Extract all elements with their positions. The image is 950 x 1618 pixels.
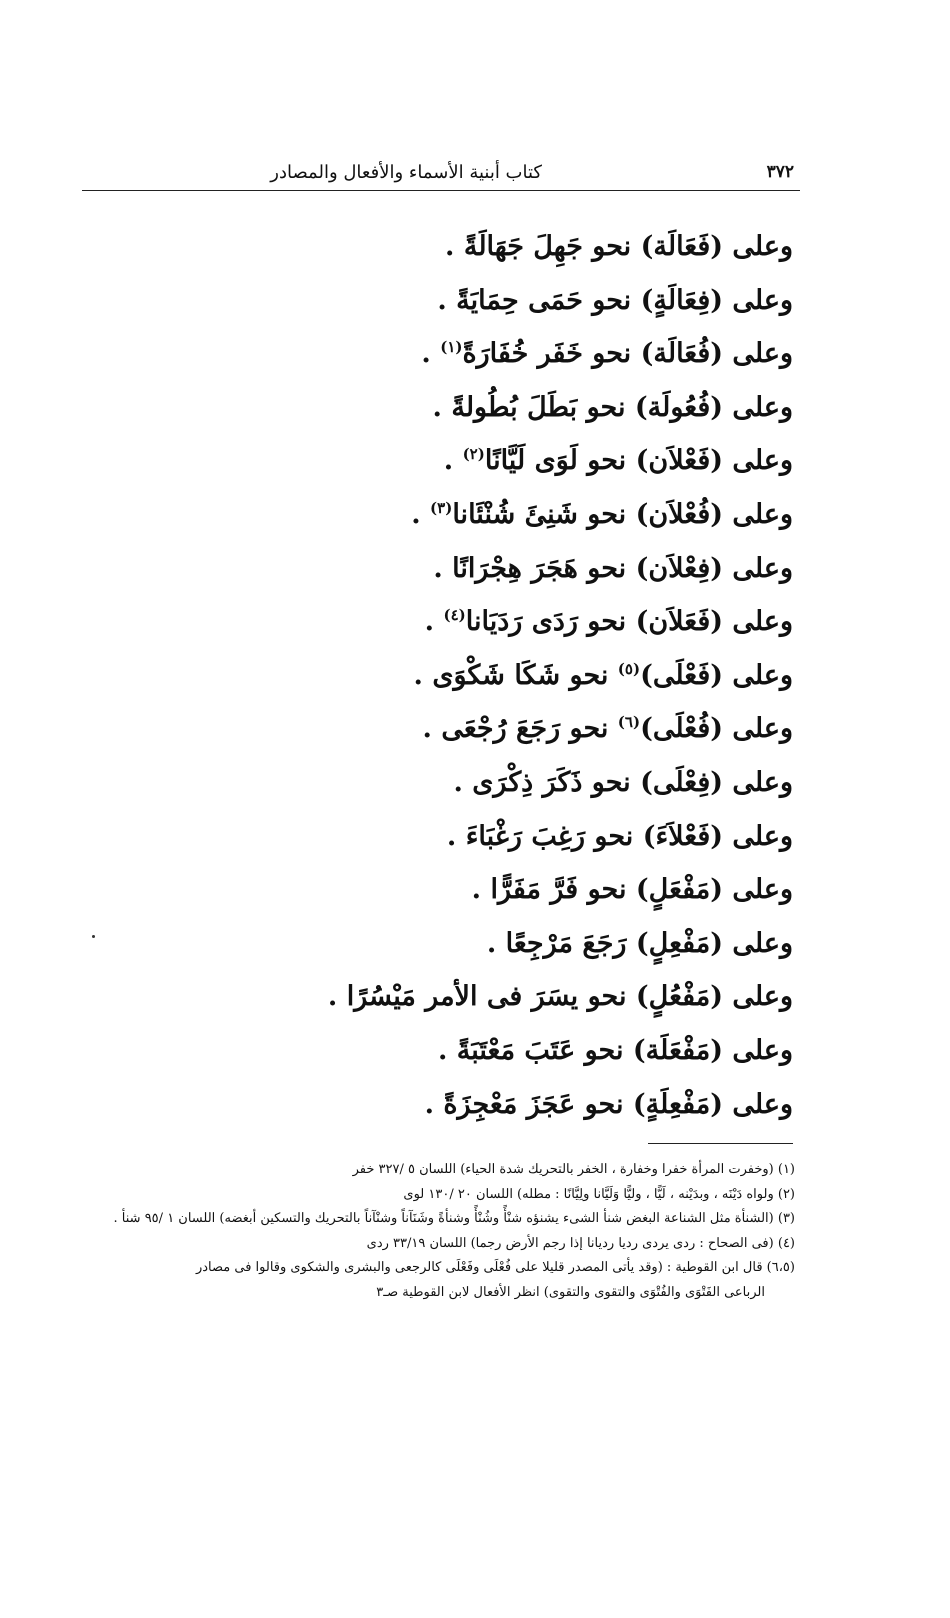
text-line — [273, 1024, 793, 1078]
text-line — [273, 970, 793, 1024]
line-text: وعلى (فِعْلَى) نحو ذَكَرَ ذِكْرَى . — [453, 766, 793, 798]
line-text: وعلى (مَفْعُلٍ) نحو يسَرَ فى الأمر مَيْسُرًا . — [327, 981, 793, 1013]
line-text: وعلى (فَعَالَة) نحو جَهِلَ جَهَالَةً . — [445, 231, 793, 262]
text-line — [273, 649, 793, 703]
footnotes — [75, 1158, 795, 1305]
text-line — [273, 488, 793, 542]
text-line — [273, 434, 793, 488]
line-text: وعلى (مَفْعِلَةٍ) نحو عَجَزَ مَعْجِزَةً . — [424, 1088, 793, 1120]
footnote: (١) (وخفرت المرأة خفرا وخفارة ، الخفر بالتحريك شدة الحياء) اللسان ٥ /٣٢٧ خفر — [352, 1162, 795, 1177]
page-header — [82, 152, 800, 192]
line-text: وعلى (مَفْعَلٍ) نحو فَرَّ مَفَرًّا . — [471, 874, 793, 906]
line-suffix: . — [421, 338, 441, 370]
line-suffix: . — [424, 606, 444, 638]
header-rule — [82, 190, 800, 191]
line-suffix: نحو شَكَا شَكْوَى . — [413, 659, 618, 691]
text-line — [273, 863, 793, 917]
line-text: وعلى (فُعْلاَن) نحو شَنِئَ شُنْئَانا — [452, 498, 793, 530]
line-suffix: . — [411, 498, 431, 530]
line-text: وعلى (فِعْلاَن) نحو هَجَرَ هِجْرَانًا . — [433, 552, 793, 584]
text-line — [273, 810, 793, 864]
footnote-rule — [648, 1143, 793, 1144]
line-text: وعلى (مَفْعِلٍ) رَجَعَ مَرْجِعًا . — [486, 927, 793, 959]
line-text: وعلى (فَعْلَى) — [640, 659, 793, 691]
footnote: الرباعى الفَتْوَى والفُتْوَى والتقوى والتقوى) انظر الأفعال لابن القوطية صـ٣ — [376, 1284, 765, 1300]
line-text: وعلى (مَفْعَلَة) نحو عَتَبَ مَعْتَبَةً . — [437, 1034, 793, 1066]
footnote-ref: (٢) — [462, 445, 485, 464]
text-line — [273, 756, 793, 810]
line-text: وعلى (فَعْلاَءَ) نحو رَغِبَ رَغْبَاءَ . — [446, 820, 793, 852]
footnote-ref: (٥) — [617, 659, 641, 678]
line-text: وعلى (فُعَالَة) نحو خَفَر خُفَارَةً — [462, 338, 793, 370]
body-text — [273, 220, 793, 1131]
text-line — [273, 1078, 793, 1132]
text-line — [273, 274, 793, 328]
footnote-ref: (١) — [440, 338, 463, 357]
text-line — [273, 220, 793, 274]
text-line — [273, 917, 793, 971]
text-line — [273, 702, 793, 756]
line-text: وعلى (فُعُولَة) نحو بَطَلَ بُطُولةً . — [432, 391, 793, 423]
page-number: ٣٧٢ — [766, 162, 794, 182]
footnote-ref: (٦) — [617, 713, 641, 732]
running-title: كتاب أبنية الأسماء والأفعال والمصادر — [270, 162, 542, 183]
line-suffix: نحو رَجَعَ رُجْعَى . — [422, 713, 618, 745]
footnote: (٢) ولواه دَيْنَه ، وبدَيْنه ، لَيًّا ، وليًّا وَلَيَّانا ولِيَّانًا : مطله) اللسان ٢٠ /١٣٠ لوى — [403, 1186, 795, 1202]
line-text: وعلى (فُعْلَى) — [640, 713, 793, 745]
footnote: (٤) (فى الصحاح : ردى يردى رديا رديانا إذا رجم الأرض رجما) اللسان ٣٣/١٩ ردى — [366, 1235, 795, 1251]
footnote: (٣) (الشنأة مثل الشناعة البغض شنأ الشىء يشنؤه شنْأً وشُنْأً وشنأةً وشَنَآناً وشنْآناً بالتحريك والتسكين أبغضه) اللسان ١ /٩٥ شنأ . — [113, 1211, 795, 1226]
text-line — [273, 381, 793, 435]
line-text: وعلى (فَعَلاَن) نحو رَدَى رَدَيَانا — [465, 606, 793, 638]
line-text: وعلى (فِعَالَةٍ) نحو حَمَى حِمَايَةً . — [437, 284, 793, 316]
text-line — [273, 542, 793, 596]
text-line — [273, 327, 793, 381]
line-text: وعلى (فَعْلاَن) نحو لَوَى لَيَّانًا — [484, 445, 793, 477]
footnote-ref: (٣) — [430, 498, 453, 517]
scan-speck — [92, 935, 95, 938]
footnote-ref: (٤) — [443, 606, 466, 625]
footnote: (٦،٥) قال ابن القوطية : (وقد يأتى المصدر قليلا على فُعْلَى وفَعْلَى كالرجعى والبشرى والشكوى وقالوا فى مصادر — [195, 1260, 795, 1275]
text-line — [273, 595, 793, 649]
line-suffix: . — [443, 445, 463, 477]
